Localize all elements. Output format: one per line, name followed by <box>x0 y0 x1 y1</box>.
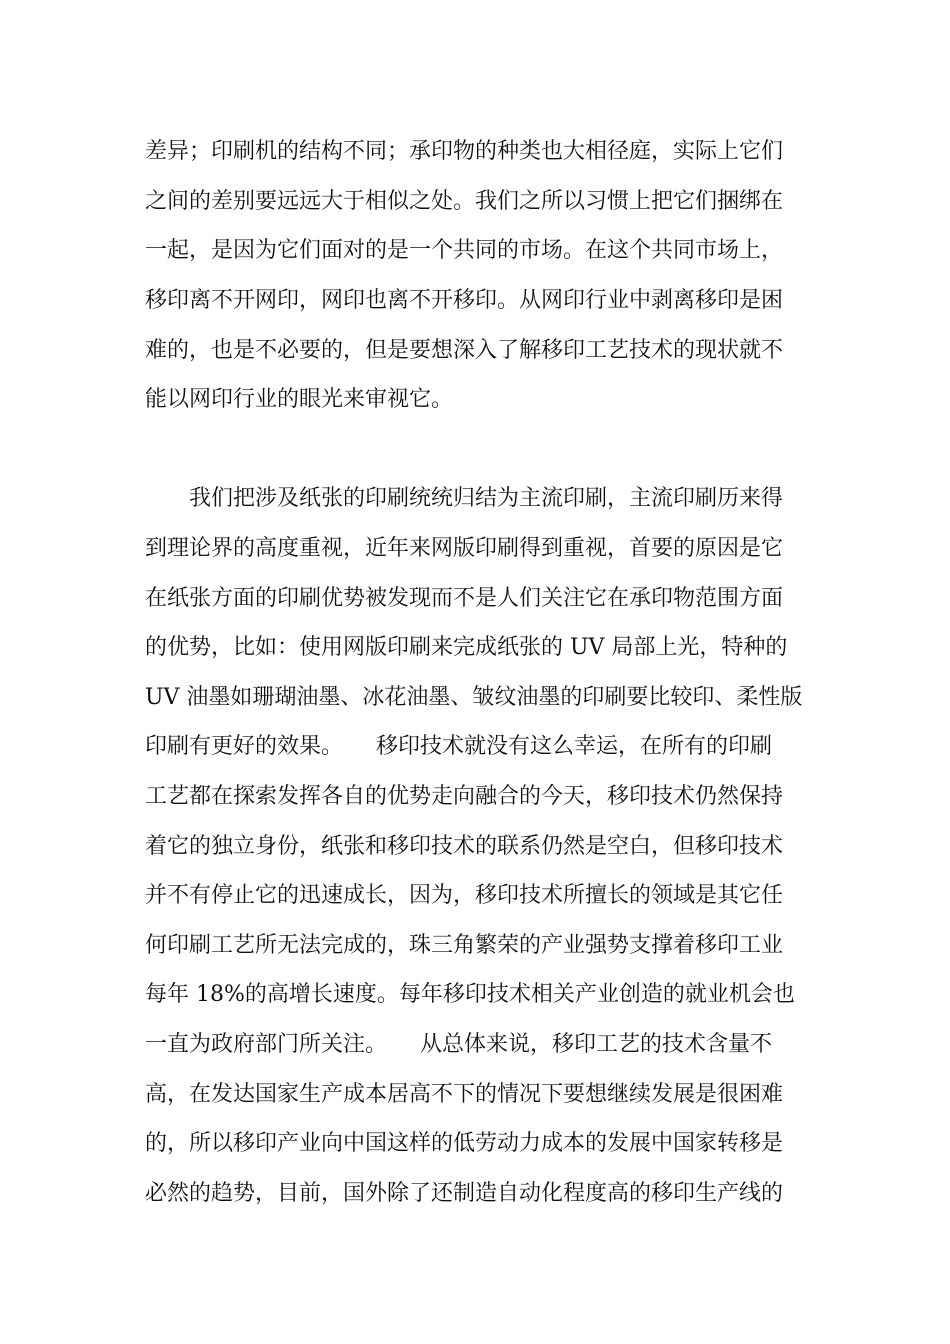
text-line: 在纸张方面的印刷优势被发现而不是人们关注它在承印物范围方面 <box>145 586 784 611</box>
text-line: 之间的差别要远远大于相似之处。我们之所以习惯上把它们捆绑在 <box>145 189 784 214</box>
text-line: 一直为政府部门所关注。 从总体来说，移印工艺的技术含量不 <box>145 1032 773 1057</box>
text-line: 的优势，比如：使用网版印刷来完成纸张的 UV 局部上光，特种的 <box>145 635 788 660</box>
text-line: 差异；印刷机的结构不同；承印物的种类也大相径庭，实际上它们 <box>145 139 784 164</box>
text-line: 一起，是因为它们面对的是一个共同的市场。在这个共同市场上， <box>145 238 784 263</box>
text-line: 每年 18%的高增长速度。每年移印技术相关产业创造的就业机会也 <box>145 982 795 1007</box>
text-line: 工艺都在探索发挥各自的优势走向融合的今天，移印技术仍然保持 <box>145 784 784 809</box>
text-line: 难的，也是不必要的，但是要想深入了解移印工艺技术的现状就不 <box>145 338 784 363</box>
text-line: 何印刷工艺所无法完成的，珠三角繁荣的产业强势支撑着移印工业 <box>145 933 784 958</box>
text-line: 印刷有更好的效果。 移印技术就没有这么幸运，在所有的印刷 <box>145 734 773 759</box>
text-line: 我们把涉及纸张的印刷统统归结为主流印刷，主流印刷历来得 <box>189 486 784 511</box>
text-line: UV 油墨如珊瑚油墨、冰花油墨、皱纹油墨的印刷要比较印、柔性版 <box>145 685 803 710</box>
text-line: 移印离不开网印，网印也离不开移印。从网印行业中剥离移印是困 <box>145 288 784 313</box>
text-line: 必然的趋势，目前，国外除了还制造自动化程度高的移印生产线的 <box>145 1181 784 1206</box>
text-line: 并不有停止它的迅速成长，因为，移印技术所擅长的领域是其它任 <box>145 883 784 908</box>
text-line: 能以网印行业的眼光来审视它。 <box>145 387 454 412</box>
text-line: 到理论界的高度重视，近年来网版印刷得到重视，首要的原因是它 <box>145 536 784 561</box>
text-line: 高，在发达国家生产成本居高不下的情况下要想继续发展是很困难 <box>145 1082 784 1107</box>
text-line: 的，所以移印产业向中国这样的低劳动力成本的发展中国家转移是 <box>145 1131 784 1156</box>
text-line: 着它的独立身份，纸张和移印技术的联系仍然是空白，但移印技术 <box>145 834 784 859</box>
